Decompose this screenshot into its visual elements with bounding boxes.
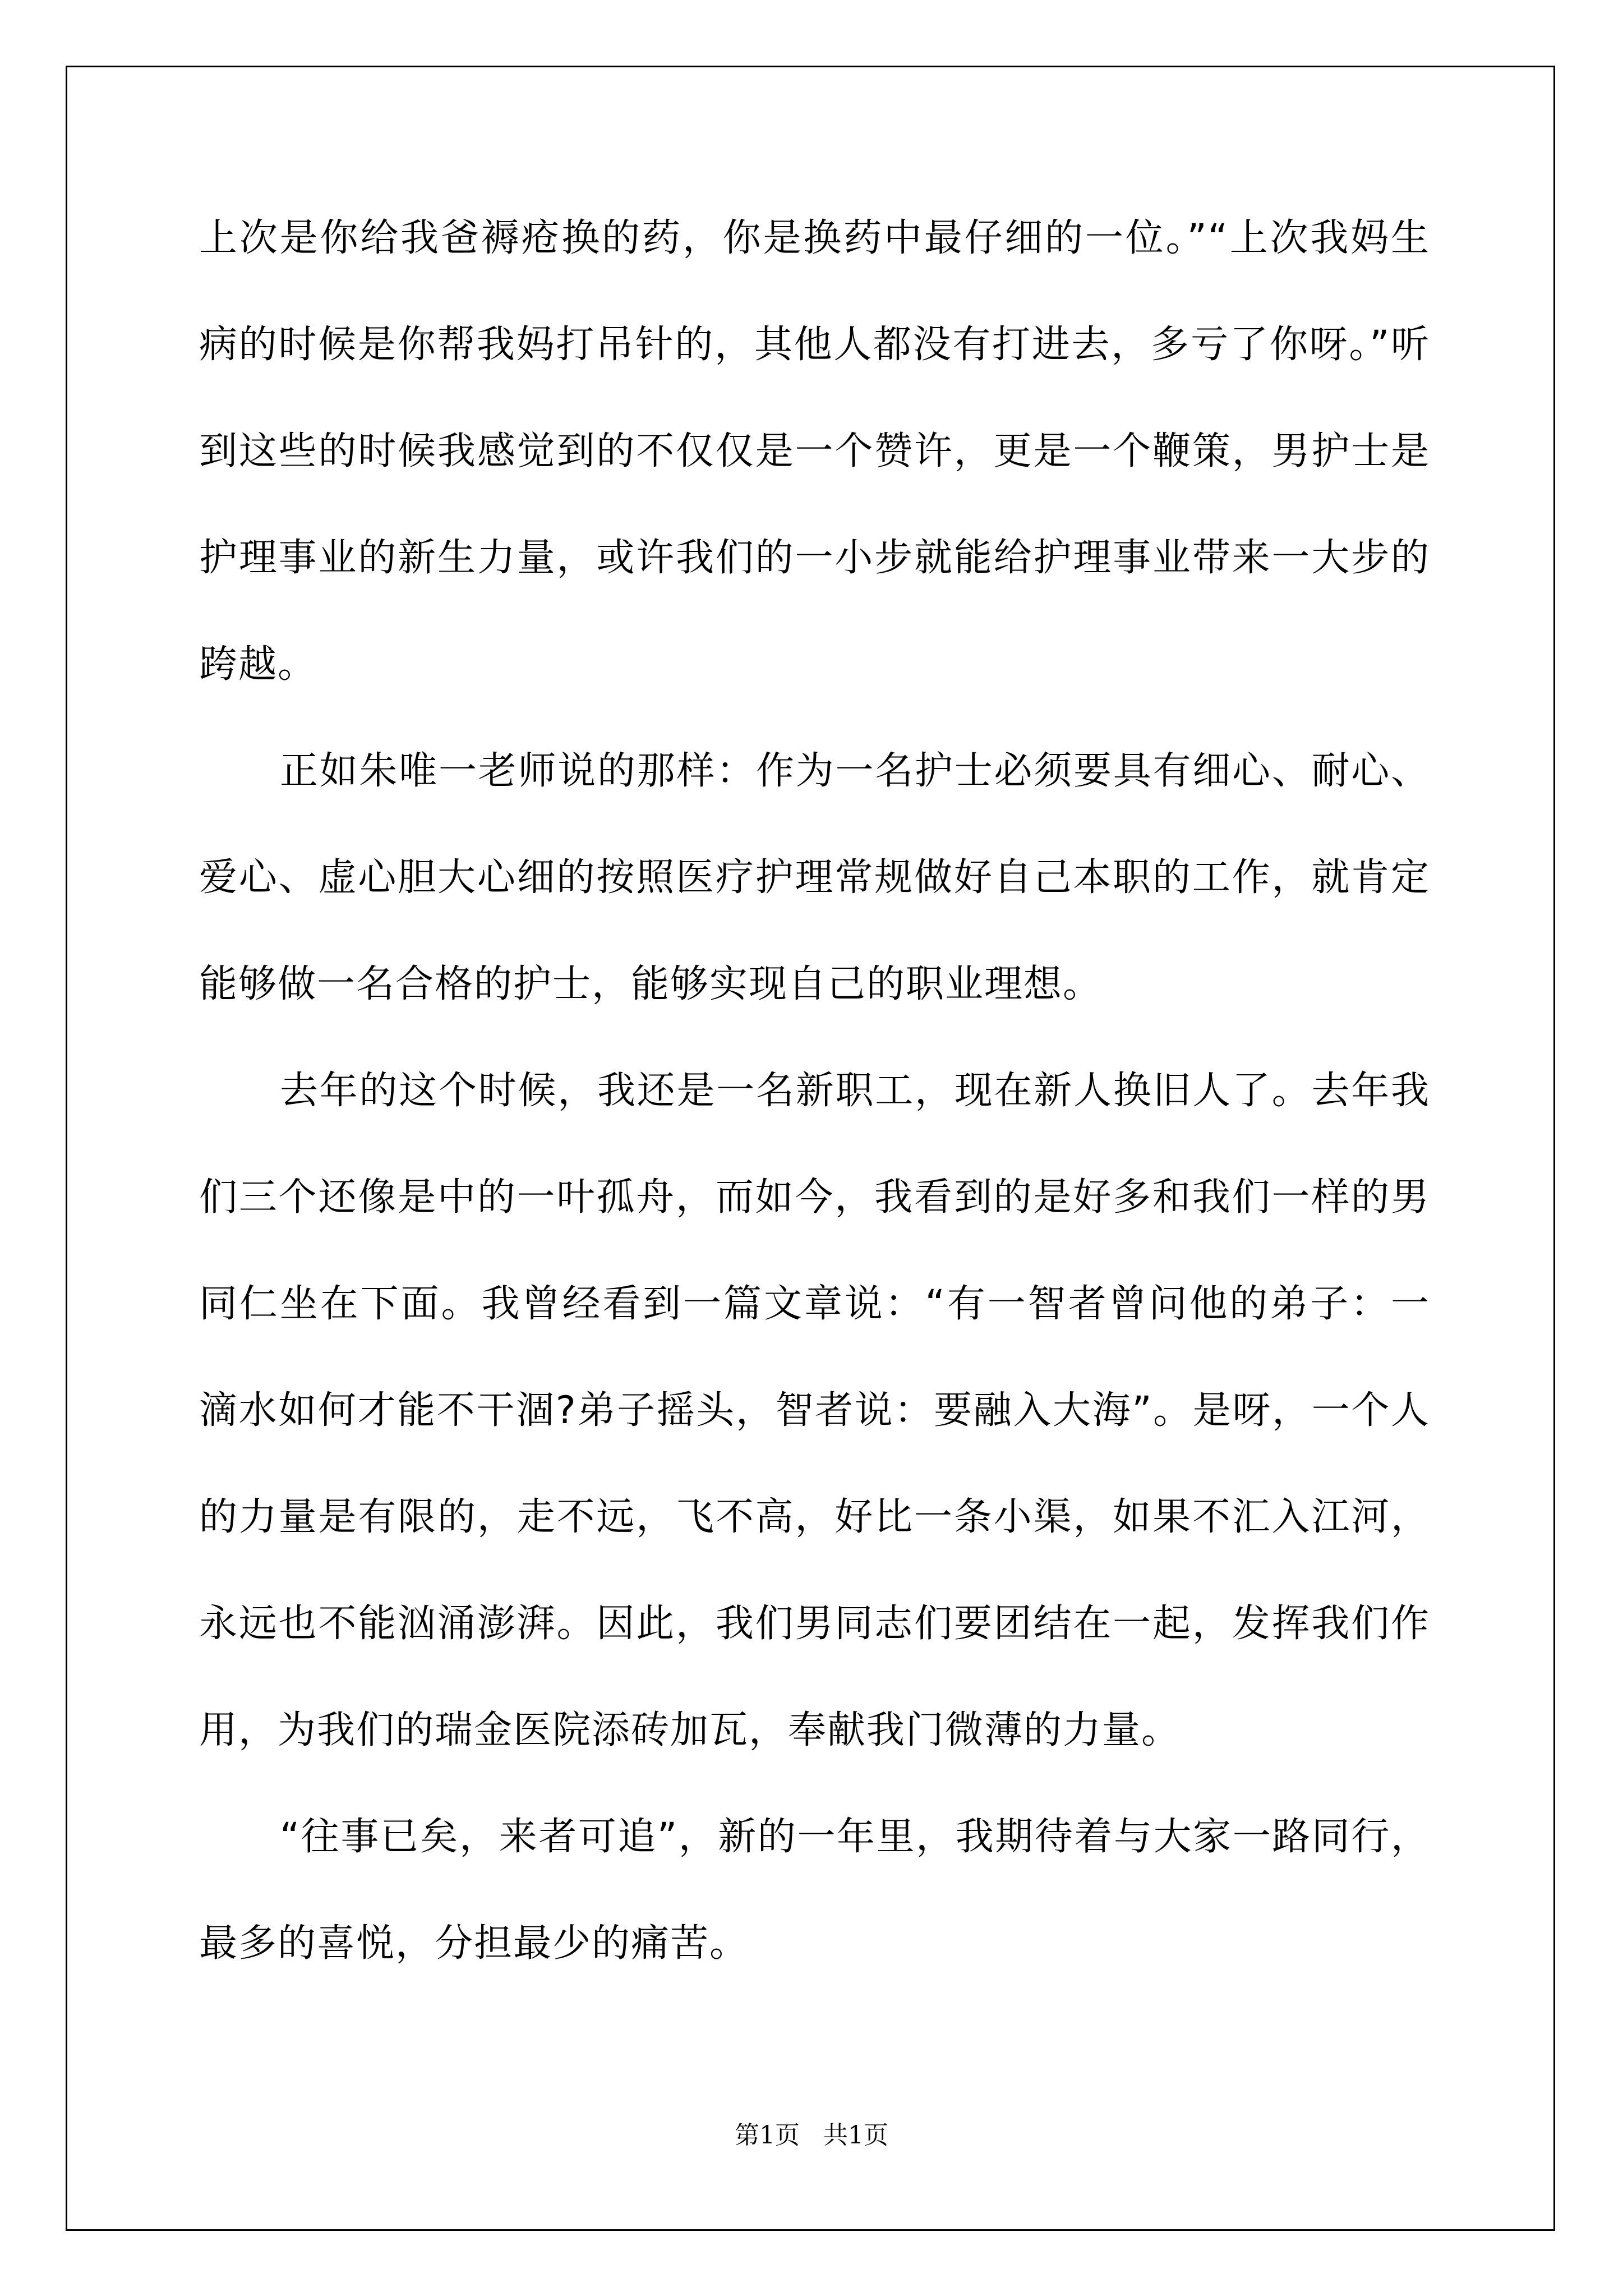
paragraph-1: 上次是你给我爸褥疮换的药，你是换药中最仔细的一位。”“上次我妈生病的时候是你帮我妈打吊针的，其他人都没有打进去，多亏了你呀。”听到这些的时候我感觉到的不仅仅是一个赞许，更是一个鞭策，男护士是护理事业的新生力量，或许我们的一小步就能给护理事业带来一大步的跨越。 <box>199 216 1430 687</box>
paragraph-4: “往事已矣，来者可追”，新的一年里，我期待着与大家一路同行，最多的喜悦，分担最少的痛苦。 <box>199 1815 1430 1966</box>
page-footer: 第1页 共1页 <box>735 2121 888 2150</box>
paragraph-2: 正如朱唯一老师说的那样：作为一名护士必须要具有细心、耐心、爱心、虚心胆大心细的按照医疗护理常规做好自己本职的工作，就肯定能够做一名合格的护士，能够实现自己的职业理想。 <box>199 749 1430 1006</box>
paragraph-3: 去年的这个时候，我还是一名新职工，现在新人换旧人了。去年我们三个还像是中的一叶孤舟，而如今，我看到的是好多和我们一样的男同仁坐在下面。我曾经看到一篇文章说：“有一智者曾问他的弟子：一滴水如何才能不干涸?弟子摇头，智者说：要融入大海”。是呀，一个人的力量是有限的，走不远，飞不高，好比一条小渠，如果不汇入江河，永远也不能汹涌澎湃。因此，我们男同志们要团结在一起，发挥我们作用，为我们的瑞金医院添砖加瓦，奉献我门微薄的力量。 <box>199 1069 1430 1752</box>
document-body <box>199 185 1430 1997</box>
